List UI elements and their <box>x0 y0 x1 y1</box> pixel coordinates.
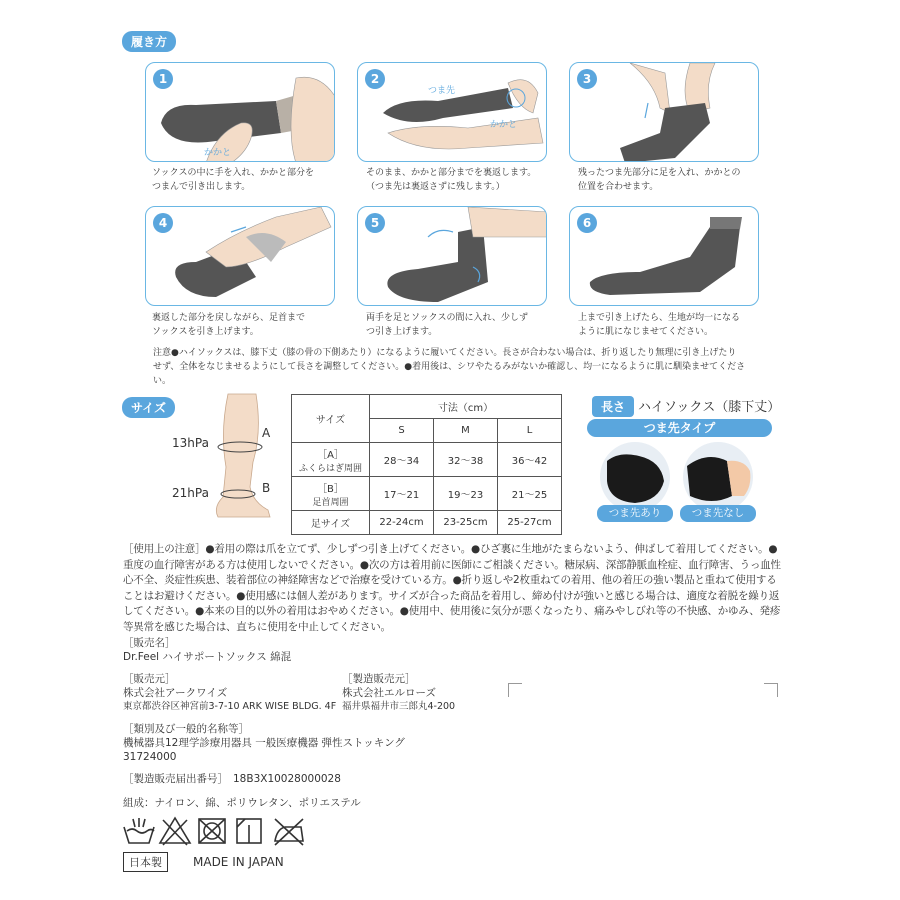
svg-text:かかと: かかと <box>490 120 518 130</box>
point-a: A <box>262 426 271 440</box>
pressure-a: 13hPa <box>172 436 209 450</box>
usage-notes: ［使用上の注意］●着用の際は爪を立てず、少しずつ引き上げてください。●ひざ裏に生地がたまらないよう、伸ばして着用してください。●重度の血行障害がある方は使用しないでください。●次の方は着用前に医師にご相談ください。糖尿病、深部静脈血栓症、血行障害、うっ血性心不全、炎症性疾患、装着部位の神経障害などで治療を受けている方。●折り返しや2枚重ねての着用、他の着圧の強い製品と重ねて使用することはお避けください。●使用感には個人差があります。サイズが合った商品を着用し、締め付けが強いと感じる場合は、適度な着脱を繰り返してください。●本来の目的以外の着用はおやめください。●使用中、使用後に気分が悪くなったり、痛みやしびれ等の不快感、かゆみ、発疹等異常を感じた場合は、直ちに使用を中止してください。 <box>123 543 781 633</box>
step-5-caption-text: 両手を足とソックスの間に入れ、少しず つ引き上げます。 <box>366 313 529 337</box>
toe-closed-label: つま先あり <box>597 505 673 522</box>
table-cell: 36〜42 <box>498 443 562 477</box>
row-label <box>292 443 370 477</box>
origin-text: MADE IN JAPAN <box>193 855 284 869</box>
step-3-illustration <box>570 63 759 162</box>
step-5-illustration <box>358 207 547 306</box>
no-tumble-dry-icon <box>199 819 225 843</box>
toe-type-bar: つま先タイプ <box>587 419 772 437</box>
step-4-caption <box>152 311 362 339</box>
size-col-header: サイズ <box>292 395 370 443</box>
line-dry-shade-icon <box>237 819 261 843</box>
howto-title: 履き方 <box>122 31 176 52</box>
step-4-illustration <box>146 207 335 306</box>
leg-illustration <box>198 392 278 522</box>
row-label-line2: 足首周囲 <box>312 497 349 508</box>
step-4-caption-text: 裏返した部分を戻しながら、足首まで ソックスを引き上げます。 <box>152 313 306 337</box>
step-6-caption-text: 上まで引き上げたら、生地が均一になる ように肌になじませてください。 <box>578 313 741 337</box>
seller-name-label: ［販売名］ <box>123 637 176 649</box>
pressure-b: 21hPa <box>172 486 209 500</box>
size-l: L <box>498 419 562 443</box>
vendor-company: 株式会社アークワイズ <box>123 687 228 699</box>
size-table <box>291 394 562 535</box>
vendor-address: 東京都渋谷区神宮前3-7-10 ARK WISE BLDG. 4F <box>123 701 337 712</box>
maker-address: 福井県福井市三郎丸4-200 <box>342 701 456 712</box>
notify-value: 18B3X10028000028 <box>233 773 341 785</box>
step-number: 5 <box>365 213 385 233</box>
step-2-illustration <box>358 63 547 162</box>
length-badge: 長さ <box>592 396 634 417</box>
no-bleach-icon <box>160 818 190 845</box>
toe-open-label: つま先なし <box>680 505 756 522</box>
step-5-caption <box>366 311 576 339</box>
row-label: 足サイズ <box>292 511 370 535</box>
step-5-panel <box>357 206 547 306</box>
care-icons <box>121 815 311 847</box>
step-1-illustration <box>146 63 335 162</box>
row-label <box>292 477 370 511</box>
vendor-label: ［販売元］ <box>123 673 176 685</box>
step-2-caption <box>366 166 576 194</box>
step-2-panel <box>357 62 547 162</box>
length-value: ハイソックス（膝下丈） <box>638 400 781 415</box>
category-label: ［類別及び一般的名称等］ <box>123 723 249 735</box>
category-code: 31724000 <box>123 751 177 763</box>
point-b: B <box>262 481 271 495</box>
step-number: 1 <box>153 69 173 89</box>
step-number: 4 <box>153 213 173 233</box>
category-value: 機械器具12理学診療用器具 一般医療機器 弾性ストッキング <box>123 737 405 749</box>
svg-text:かかと: かかと <box>204 148 232 158</box>
row-label-line2: ふくらはぎ周囲 <box>298 463 362 474</box>
table-cell: 21〜25 <box>498 477 562 511</box>
step-1-panel <box>145 62 335 162</box>
size-m: M <box>434 419 498 443</box>
step-2-caption-text: そのまま、かかと部分までを裏返します。 （つま先は裏返さずに残します。） <box>366 168 537 192</box>
material: 組成：ナイロン、綿、ポリウレタン、ポリエステル <box>123 797 361 809</box>
row-label-line1: ［A］ <box>317 449 344 461</box>
step-number: 6 <box>577 213 597 233</box>
table-cell: 23-25cm <box>434 511 498 535</box>
maker-company: 株式会社エルローズ <box>342 687 436 699</box>
table-cell: 25-27cm <box>498 511 562 535</box>
corner-mark-left <box>508 683 522 697</box>
origin-box: 日本製 <box>123 852 168 872</box>
step-number: 2 <box>365 69 385 89</box>
step-4-panel <box>145 206 335 306</box>
table-cell: 28〜34 <box>370 443 434 477</box>
table-cell: 19〜23 <box>434 477 498 511</box>
size-s: S <box>370 419 434 443</box>
step-6-caption <box>578 311 788 339</box>
seller-name: Dr.Feel ハイサポートソックス 綿混 <box>123 651 292 663</box>
step-1-caption-text: ソックスの中に手を入れ、かかと部分を つまんで引き出します。 <box>152 168 315 192</box>
table-cell: 17〜21 <box>370 477 434 511</box>
toe-closed-image <box>599 441 671 513</box>
maker-label: ［製造販売元］ <box>342 673 416 685</box>
hand-wash-icon <box>124 818 154 843</box>
corner-mark-right <box>764 683 778 697</box>
row-label-line1: ［B］ <box>317 483 344 495</box>
step-3-caption-text: 残ったつま先部分に足を入れ、かかとの 位置を合わせます。 <box>578 168 741 192</box>
step-3-panel <box>569 62 759 162</box>
size-title: サイズ <box>122 397 175 418</box>
step-number: 3 <box>577 69 597 89</box>
svg-text:つま先: つま先 <box>428 86 456 96</box>
step-1-caption <box>152 166 362 194</box>
howto-note: 注意●ハイソックスは、膝下丈（膝の骨の下側あたり）になるように履いてください。長さが合わない場合は、折り返したり無理に引き上げたり せず、全体をなじませるようにして長さを調整してください。●着用後は、シワやたるみがないか確認し、均一になるように肌に馴染ませてください。 <box>153 348 746 386</box>
toe-open-image <box>682 441 754 513</box>
dim-header: 寸法（cm） <box>370 395 562 419</box>
step-6-illustration <box>570 207 759 306</box>
step-3-caption <box>578 166 788 194</box>
step-6-panel <box>569 206 759 306</box>
table-cell: 32〜38 <box>434 443 498 477</box>
table-cell: 22-24cm <box>370 511 434 535</box>
no-iron-icon <box>275 819 303 845</box>
notify-label: ［製造販売届出番号］ <box>123 773 228 785</box>
